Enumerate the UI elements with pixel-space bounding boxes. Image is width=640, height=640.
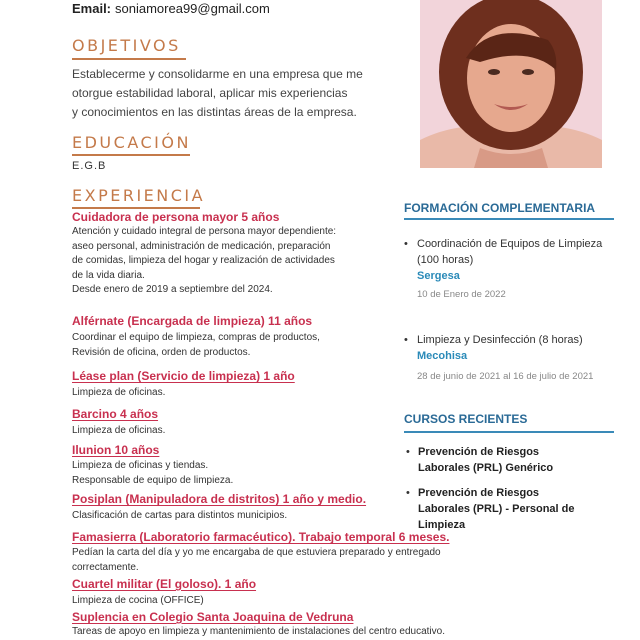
job-title: Cuartel militar (El goloso). 1 año: [72, 577, 257, 591]
email-line: [72, 1, 270, 16]
job-title: Léase plan (Servicio de limpieza) 1 año: [72, 369, 295, 383]
curso-item: Prevención de Riesgos Laborales (PRL) - Personal de Limpieza: [418, 487, 575, 531]
cursos-divider: [404, 431, 614, 433]
job-description: Pedían la carta del día y yo me encargaba de que estuviera preparado y entregado correctamente.: [72, 547, 441, 573]
job-title: Posiplan (Manipuladora de distritos) 1 año y medio.: [72, 492, 367, 506]
job-description: Clasificación de cartas para distintos municipios.: [72, 510, 288, 521]
experiencia-title: EXPERIENCIA: [72, 186, 206, 205]
job-title: Barcino 4 años: [72, 407, 159, 421]
job-title: Alférnate (Encargada de limpieza) 11 años: [72, 314, 313, 328]
email-label: Email:: [72, 1, 112, 16]
formacion-item: Coordinación de Equipos de Limpieza (100 horas): [417, 238, 603, 266]
cursos-title: CURSOS RECIENTES: [404, 412, 528, 426]
formacion-institution: Mecohisa: [417, 350, 468, 362]
objetivos-divider: [72, 58, 186, 60]
job-title: Famasierra (Laboratorio farmacéutico). Trabajo temporal 6 meses.: [72, 530, 450, 544]
job-description: Limpieza de oficinas y tiendas. Responsable de equipo de limpieza.: [72, 460, 234, 486]
job-description: Limpieza de oficinas.: [72, 425, 166, 436]
job-title: Suplencia en Colegio Santa Joaquina de Vedruna: [72, 610, 354, 624]
job-title: Cuidadora de persona mayor 5 años: [72, 210, 280, 224]
educacion-text: E.G.B: [72, 160, 107, 172]
formacion-item: Limpieza y Desinfección (8 horas): [417, 334, 583, 346]
educacion-title: EDUCACIÓN: [72, 133, 191, 152]
bullet-icon: •: [406, 446, 410, 458]
formacion-divider: [404, 218, 614, 220]
experiencia-divider: [72, 207, 200, 209]
bullet-icon: •: [404, 238, 408, 250]
bullet-icon: •: [406, 487, 410, 499]
job-description: Coordinar el equipo de limpieza, compras de productos, Revisión de oficina, orden de productos.: [72, 332, 320, 358]
formacion-date: 10 de Enero de 2022: [417, 289, 506, 300]
job-title: Ilunion 10 años: [72, 443, 160, 457]
job-description: Limpieza de cocina (OFFICE): [72, 595, 204, 606]
job-description: Atención y cuidado integral de persona mayor dependiente: aseo personal, administración de medicación, preparación de comidas, limpieza del hogar y realización de actividades de la vida diaria. Desde enero de 2019 a septiembre del 2024.: [72, 226, 337, 295]
formacion-date: 28 de junio de 2021 al 16 de julio de 2021: [417, 371, 594, 382]
objetivos-title: OBJETIVOS: [72, 36, 181, 55]
profile-photo: [420, 0, 602, 168]
formacion-title: FORMACIÓN COMPLEMENTARIA: [404, 201, 596, 215]
job-description: Limpieza de oficinas.: [72, 387, 166, 398]
curso-item: Prevención de Riesgos Laborales (PRL) Genérico: [418, 446, 554, 474]
bullet-icon: •: [404, 334, 408, 346]
formacion-institution: Sergesa: [417, 270, 460, 282]
email-address[interactable]: soniamorea99@gmail.com: [115, 1, 270, 16]
educacion-divider: [72, 154, 190, 156]
objetivos-text: Establecerme y consolidarme en una empresa que me otorgue estabilidad laboral, aplicar mis experiencias y conocimientos en las distintas áreas de la empresa.: [72, 67, 363, 119]
job-description: Tareas de apoyo en limpieza y mantenimiento de instalaciones del centro educativo.: [72, 626, 445, 637]
